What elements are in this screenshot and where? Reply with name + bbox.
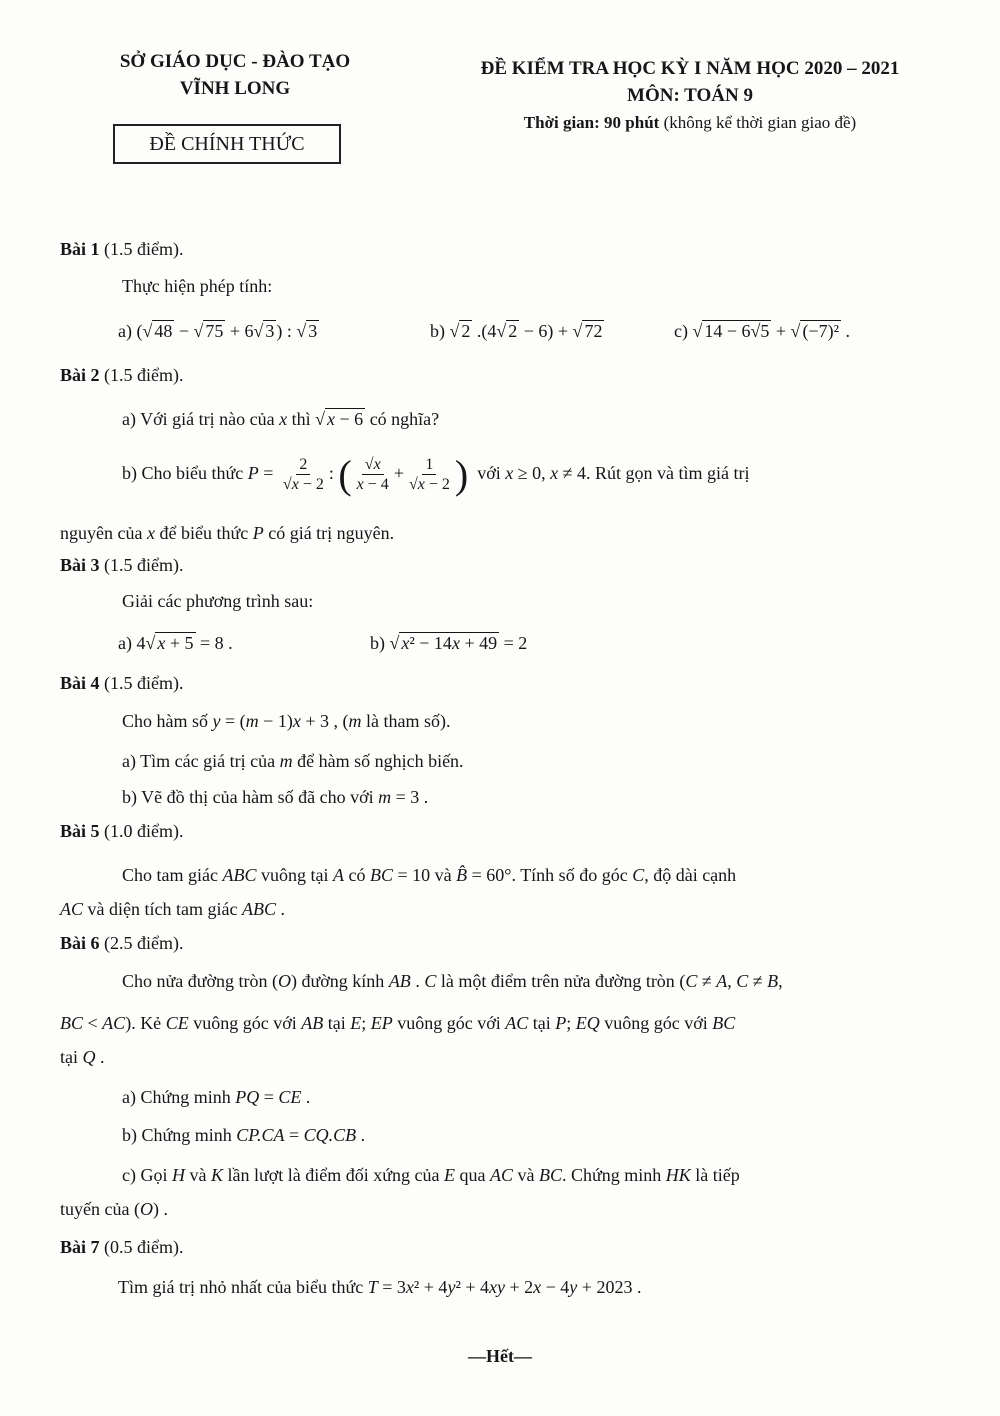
bai6-part-b: b) Chứng minh CP.CA = CQ.CB . [122,1125,366,1145]
bai6-text-line1: Cho nửa đường tròn (O) đường kính AB . C là một điểm trên nửa đường tròn (C ≠ A, C ≠ B, [122,971,783,991]
end-mark: —Hết— [468,1346,532,1366]
bai4-heading: Bài 4 (1.5 điểm). [60,673,184,693]
bai1-part-b: b) √ 2 .(4√ 2 − 6) + √ 72 [430,321,603,341]
exam-header [445,55,935,136]
bai6-part-c: c) Gọi H và K lần lượt là điểm đối xứng của E qua AC và BC. Chứng minh HK là tiếp [122,1165,740,1185]
bai6-part-a: a) Chứng minh PQ = CE . [122,1087,311,1107]
bai1-part-a: a) (√ 48 − √ 75 + 6√ 3 ) : √ 3 [118,321,318,341]
bai7-prompt: Tìm giá trị nhỏ nhất của biểu thức T = 3x² + 4y² + 4xy + 2x − 4y + 2023 . [118,1277,642,1297]
bai5-text-line1: Cho tam giác ABC vuông tại A có BC = 10 và B̂ = 60°. Tính số đo góc C, độ dài cạnh [122,865,737,885]
department-name: SỞ GIÁO DỤC - ĐÀO TẠO [119,51,351,72]
bai2-part-a: a) Với giá trị nào của x thì √ x − 6 có nghĩa? [122,409,440,429]
bai1-prompt: Thực hiện phép tính: [122,276,273,296]
department-header [100,48,370,102]
bai6-text-line3: tại Q . [60,1047,105,1067]
bai6-heading: Bài 6 (2.5 điểm). [60,933,184,953]
bai2-heading: Bài 2 (1.5 điểm). [60,365,184,385]
bai6-text-line2: BC < AC). Kẻ CE vuông góc với AB tại E; EP vuông góc với AC tại P; EQ vuông góc với BC [60,1013,736,1033]
exam-title: ĐỀ KIỂM TRA HỌC KỲ I NĂM HỌC 2020 – 2021 [480,58,900,79]
bai2-part-b: b) Cho biểu thức P = $\frac{2}{√x - 2}$ : ( $\frac{√x}{x - 4}$ + $\frac{1}{√x - 2}$ ) với x ≥ 0, x ≠ 4. Rút gọn và tìm giá trị [122,451,750,497]
bai3-part-a: a) 4√ x + 5 = 8 . [118,633,233,653]
bai4-part-b: b) Vẽ đồ thị của hàm số đã cho với m = 3 . [122,787,429,807]
bai3-prompt: Giải các phương trình sau: [122,591,314,611]
bai5-text-line2: AC và diện tích tam giác ABC . [60,899,285,919]
bai1-part-c: c) √ 14 − 6√5 + √ (−7)² . [674,321,850,341]
bai6-part-c-cont: tuyến của (O) . [60,1199,168,1219]
bai3-heading: Bài 3 (1.5 điểm). [60,555,184,575]
bai4-prompt: Cho hàm số y = (m − 1)x + 3 , (m là tham số). [122,711,451,731]
official-exam-box: ĐỀ CHÍNH THỨC [113,124,341,164]
bai3-part-b: b) √ x² − 14x + 49 = 2 [370,633,528,653]
exam-time: Thời gian: 90 phút (không kể thời gian giao đề) [523,113,857,132]
bai7-heading: Bài 7 (0.5 điểm). [60,1237,184,1257]
bai2-part-b-cont: nguyên của x để biểu thức P có giá trị nguyên. [60,523,395,543]
exam-subject: MÔN: TOÁN 9 [627,85,753,106]
province-name: VĨNH LONG [179,78,291,99]
bai5-heading: Bài 5 (1.0 điểm). [60,821,184,841]
bai4-part-a: a) Tìm các giá trị của m để hàm số nghịch biến. [122,751,464,771]
bai1-heading: Bài 1 (1.5 điểm). [60,239,184,259]
